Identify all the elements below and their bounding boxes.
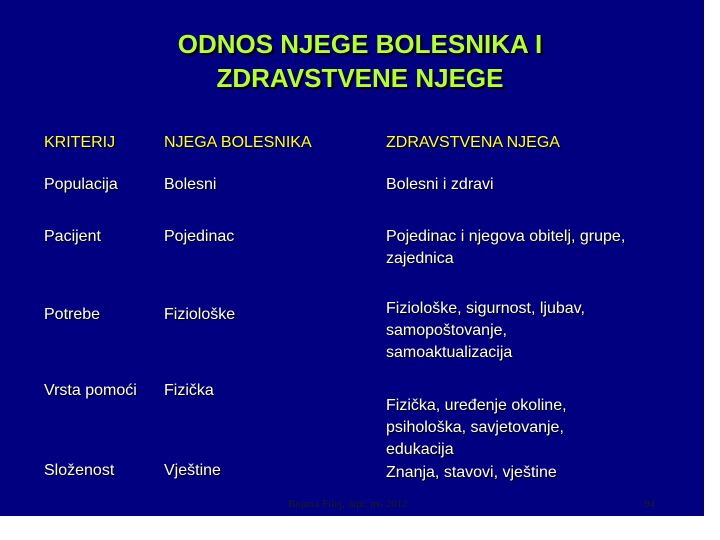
header-patient-care: NJEGA BOLESNIKA [164, 134, 312, 151]
row-2-health-care-line-2: zajednica [386, 250, 454, 267]
row-1-health-care: Bolesni i zdravi [386, 176, 494, 193]
page-number: 94 [644, 498, 655, 510]
row-3-health-care-line-3: samoaktualizacija [386, 344, 513, 361]
row-3-health-care-line-2: samopoštovanje, [386, 322, 507, 339]
header-health-care: ZDRAVSTVENA NJEGA [386, 134, 560, 151]
row-2-patient-care: Pojedinac [164, 228, 235, 245]
slide-title [60, 27, 660, 95]
row-1-patient-care: Bolesni [164, 176, 217, 193]
row-3-health-care-line-1: Fiziološke, sigurnost, ljubav, [386, 300, 585, 317]
row-3-criterion: Potrebe [44, 306, 101, 323]
row-1-criterion: Populacija [44, 176, 118, 193]
row-3-patient-care: Fiziološke [164, 306, 236, 323]
slide-title-line-2: ZDRAVSTVENE NJEGE [216, 63, 504, 93]
row-5-criterion: Složenost [44, 462, 115, 479]
row-4-health-care-line-2: psihološka, savjetovanje, [386, 419, 564, 436]
slide-title-line-1: ODNOS NJEGE BOLESNIKA I [177, 29, 543, 59]
row-5-health-care: Znanja, stavovi, vještine [386, 464, 557, 481]
row-2-criterion: Pacijent [44, 228, 101, 245]
row-4-health-care-line-1: Fizička, uređenje okoline, [386, 397, 567, 414]
row-4-criterion: Vrsta pomoći [44, 382, 137, 399]
row-2-health-care-line-1: Pojedinac i njegova obitelj, grupe, [386, 228, 626, 245]
row-4-patient-care: Fizička [164, 382, 214, 399]
row-4-health-care-line-3: edukacija [386, 441, 454, 458]
slide-footer: Bojana Filej, dipl. ms 2012 [288, 498, 408, 510]
row-5-patient-care: Vještine [164, 462, 221, 479]
header-criterion: KRITERIJ [44, 134, 116, 151]
